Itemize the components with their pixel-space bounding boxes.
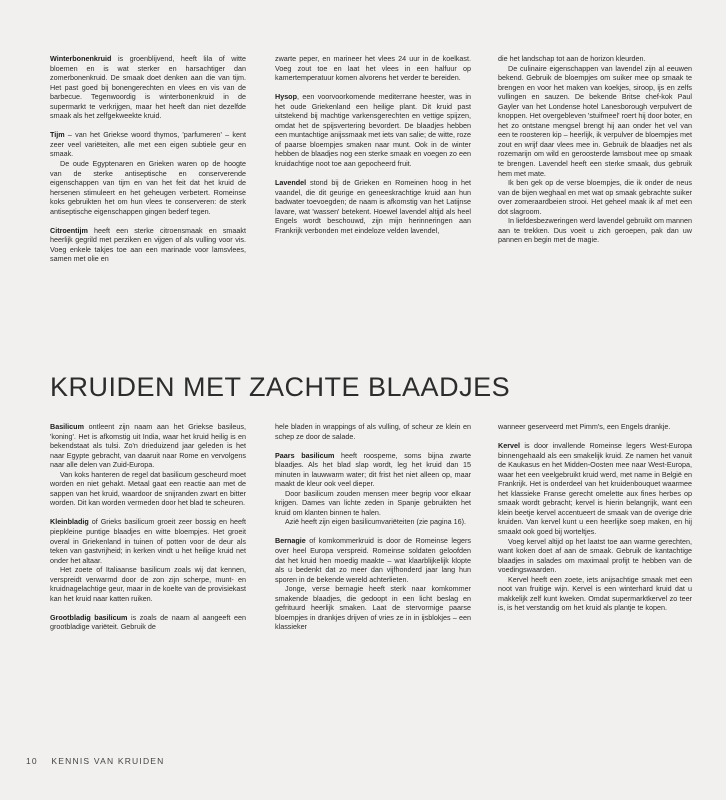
- paragraph-text: heeft een sterke citroensmaak en smaakt heerlijk gegrild met perziken en vijgen of als vulling voor vis. Voeg enkele takjes toe aan een marinade voor lamsvlees, samen met olie en: [50, 225, 246, 264]
- bottom-column-1: [50, 422, 246, 632]
- paragraph: [498, 422, 692, 432]
- paragraph: [50, 470, 246, 508]
- paragraph: [50, 159, 246, 216]
- page-footer: [26, 756, 165, 766]
- paragraph-text: ontleent zijn naam aan het Griekse basileus, 'koning'. Het is afkomstig uit India, waar het kruid heilig is en bekendstaat als tulsi. Zo'n drieduizend jaar geleden is het naar Egypte gebracht, van daaruit naar Rome en vervolgens naar alle delen van Zuid-Europa.: [50, 422, 246, 470]
- paragraph-text: zwarte peper, en marineer het vlees 24 uur in de koelkast. Voeg zout toe en laat het vlees in een halfuur op kamertemperatuur komen alvorens het verder te bereiden.: [275, 54, 471, 83]
- paragraph: [498, 64, 692, 179]
- paragraph: [275, 536, 471, 584]
- top-column-1: [50, 54, 246, 264]
- paragraph-text: hele bladen in wrappings of als vulling, of scheur ze klein en schep ze door de salade.: [275, 422, 471, 441]
- paragraph-text: De culinaire eigenschappen van lavendel zijn al eeuwen bekend. Gebruik de bloempjes om suiker mee op smaak te brengen en voor het maken van koekjes, siroop, ijs en zelfs vullingen en sauzen. De bekende Britse chef-kok Paul Gayler van het Londense hotel Lanesborough verpulvert de knoppen. Het overgebleven 'stuifmeel' roert hij door boter, en het zo ontstane mengsel brengt hij aan onder het vel van een te roosteren kip – heerlijk, ik verpulver de bloempjes met zout en wrijf daar vlees mee in. Gebruik de blaadjes net als rozemarijn om wild en geroosterde lamsbout mee op smaak te brengen. Lavendel heeft een sterke smaak, dus gebruik hem met mate.: [498, 63, 692, 178]
- paragraph: [275, 451, 471, 489]
- section-heading: KRUIDEN MET ZACHTE BLAADJES: [50, 372, 511, 402]
- paragraph-text: Jonge, verse bernagie heeft sterk naar komkommer smakende blaadjes, die gedoopt in een licht beslag en gefrituurd heerlijk smaken. Laat de stervormige paarse bloempjes in drankjes drijven of vries ze in in ijsblokjes – een klassieker: [275, 584, 471, 632]
- paragraph-text: is groenblijvend, heeft lila of witte bloemen en is wat sterker en harsachtiger dan zomerbonenkruid. De smaak doet denken aan die van tijm. Het past goed bij bonengerechten en vlees en vis van de barbecue. Tegenwoordig is winterbonenkruid in de supermarkt te verkrijgen, maar het heeft dan niet dezelfde smaak als het zelfgekweekte kruid.: [50, 54, 246, 121]
- paragraph-lead-term: Basilicum: [50, 422, 84, 431]
- paragraph-text: die het landschap tot aan de horizon kleurden.: [498, 54, 646, 63]
- paragraph: [498, 54, 692, 64]
- bottom-column-2: [275, 422, 471, 632]
- paragraph: [275, 584, 471, 632]
- paragraph: [275, 422, 471, 441]
- paragraph: [50, 422, 246, 470]
- paragraph: [498, 537, 692, 575]
- paragraph-text: De oude Egyptenaren en Grieken waren op de hoogte van de sterke antiseptische en conserverende eigenschappen van tijm en van het feit dat het kruid de hersenen stimuleert en het geheugen verbetert. Romeinse koks gebruikten het om hun vlees te conserveren: de sterk antiseptische eigenschappen gingen bederf tegen.: [50, 158, 246, 216]
- paragraph-text: Van koks hanteren de regel dat basilicum gescheurd moet worden en niet gehakt. Metaal gaat een reactie aan met de sappen van het kruid, waardoor de snijranden zwart en bitter worden. Dit kan worden vermeden door het blad te scheuren.: [50, 469, 246, 508]
- paragraph-text: is door invallende Romeinse legers West-Europa binnengehaald als een smakelijk kruid. Ze namen het vanuit de Kaukasus en het Midden-Oosten mee naar West-Europa, waar het een veelgebruikt kruid werd, met name in België en Frankrijk. Het is onderdeel van het kruidenbouquet waarmee het klassieke Franse gerecht omelette aux fines herbes op smaak wordt gebracht; kervel is hierin belangrijk, want een klein beetje kervel accentueert de smaak van de overige drie kruiden. Van kervel kunt u een heerlijke soep maken, en hij smaakt ook goed bij worteltjes.: [498, 441, 692, 536]
- paragraph-text: Ik ben gek op de verse bloempjes, die ik onder de neus van de bijen weghaal en met wat op smaak gebrachte suiker over zomeraardbeien strooi. Het geheel maak ik af met een dot slagroom.: [498, 178, 692, 216]
- top-column-2: [275, 54, 471, 235]
- paragraph: [50, 226, 246, 264]
- paragraph: [275, 517, 471, 527]
- paragraph: [50, 565, 246, 603]
- paragraph: [50, 517, 246, 565]
- page-number: 10: [26, 756, 38, 766]
- paragraph-text: Kervel heeft een zoete, iets anijsachtige smaak met een noot van fruitige wijn. Kervel is een winterhard kruid dat u makkelijk zelf kunt kweken. Omdat supermarktkervel zo teer is, is het verstandig om het kruid als plantje te kopen.: [498, 574, 692, 613]
- paragraph: [50, 613, 246, 632]
- paragraph: [50, 130, 246, 159]
- paragraph-text: , een voorvoorkomende mediterrane heester, was in het oude Griekenland een heilige plant. Dit kruid past uitstekend bij machtige varkensgerechten en vettige spijzen, omdat het de spijsvertering bevordert. De blaadjes hebben een muntachtige anijssmaak met iets van salie; de witte, roze of paarse bloempjes smaken naar munt. Ook in de winter hebben de blaadjes nog een sterke smaak en voegen zo een kruidachtige noot toe aan gepocheerd fruit.: [275, 92, 471, 168]
- paragraph-text: of Grieks basilicum groeit zeer bossig en heeft piepkleine puntige blaadjes en witte bloempjes. Het groeit overal in Griekenland in tuinen of potten voor de deur als teken van gastvrijheid; in kerken vindt u het heilige kruid net onder het altaar.: [50, 517, 246, 565]
- top-column-3: [498, 54, 692, 245]
- running-footer-title: KENNIS VAN KRUIDEN: [51, 756, 165, 766]
- paragraph-text: – van het Griekse woord thymos, 'parfumeren' – kent zeer veel variëteiten, alle met een eigen subtiele geur en smaak.: [50, 130, 246, 159]
- paragraph-text: is zoals de naam al aangeeft een grootbladige variëteit. Gebruik de: [50, 612, 246, 632]
- paragraph-lead-term: Winterbonenkruid: [50, 54, 112, 63]
- paragraph-lead-term: Bernagie: [275, 536, 306, 546]
- paragraph-text: heeft roospeme, soms bijna zwarte blaadjes. Als het blad slap wordt, leg het kruid dan 15 minuten in lauwwarm water; dit frist het niet alleen op, maar maakt de kleur ook veel dieper.: [275, 450, 471, 489]
- paragraph: [275, 54, 471, 83]
- paragraph-text: Het zoete of Italiaanse basilicum zoals wij dat kennen, verspreidt verwarmd door de zon zijn scherpe, munt- en kruidnagelachtige geur, maar in de koelte van de provisiekast kan het kruid naar katten ruiken.: [50, 565, 246, 603]
- paragraph-lead-term: Hysop: [275, 92, 297, 102]
- paragraph: [498, 216, 692, 245]
- paragraph-lead-term: Kervel: [498, 441, 520, 451]
- paragraph-text: Voeg kervel altijd op het laatst toe aan warme gerechten, want koken doet af aan de smaak. Gebruik de kantachtige blaadjes in salades om maximaal profijt te hebben van de voedingswaarden.: [498, 536, 692, 575]
- paragraph: [498, 441, 692, 536]
- paragraph-text: In liefdesbezweringen werd lavendel gebruikt om mannen aan te trekken. Dus voeit u zich geroepen, pak dan uw pannen en begin met de magie.: [498, 216, 692, 245]
- bottom-column-3: [498, 422, 692, 613]
- paragraph-text: stond bij de Grieken en Romeinen hoog in het vaandel, die dit geurige en geneeskrachtige kruid aan hun badwater toevoegden; de naam is afkomstig van het Latijnse lavare, wat 'wassen' betekent. Hoewel lavendel altijd als heel Engels wordt beschouwd, zijn mijn herinneringen aan Frankrijk verbonden met eindeloze velden lavendel,: [275, 178, 471, 235]
- paragraph: [498, 575, 692, 613]
- paragraph-text: Aziё heeft zijn eigen basilicumvariëteiten (zie pagina 16).: [285, 517, 466, 527]
- paragraph-lead-term: Grootbladig basilicum: [50, 612, 128, 622]
- paragraph-lead-term: Tijm: [50, 130, 65, 140]
- paragraph-text: wanneer geserveerd met Pimm's, een Engels drankje.: [498, 422, 671, 431]
- paragraph: [498, 178, 692, 216]
- paragraph-lead-term: Kleinbladig: [50, 517, 89, 527]
- paragraph-lead-term: Paars basilicum: [275, 450, 335, 460]
- paragraph-text: of komkommerkruid is door de Romeinse legers over heel Europa verspreid. Romeinse soldaten geloofden dat het kruid hen moedig maakte – wat klaarblijkelijk klopte als u bedenkt dat zo meer dan vijfhonderd jaar lang hun sporen in de bekende wereld achterlieten.: [275, 536, 471, 584]
- paragraph: [275, 92, 471, 168]
- paragraph: [275, 489, 471, 518]
- paragraph-lead-term: Citroentijm: [50, 225, 88, 235]
- paragraph-lead-term: Lavendel: [275, 178, 307, 188]
- paragraph-text: Door basilicum zouden mensen meer begrip voor elkaar krijgen. Dames van lichte zeden in Spanje gebruikten het kruid om klanten binnen te halen.: [275, 488, 471, 517]
- paragraph: [50, 54, 246, 121]
- paragraph: [275, 178, 471, 235]
